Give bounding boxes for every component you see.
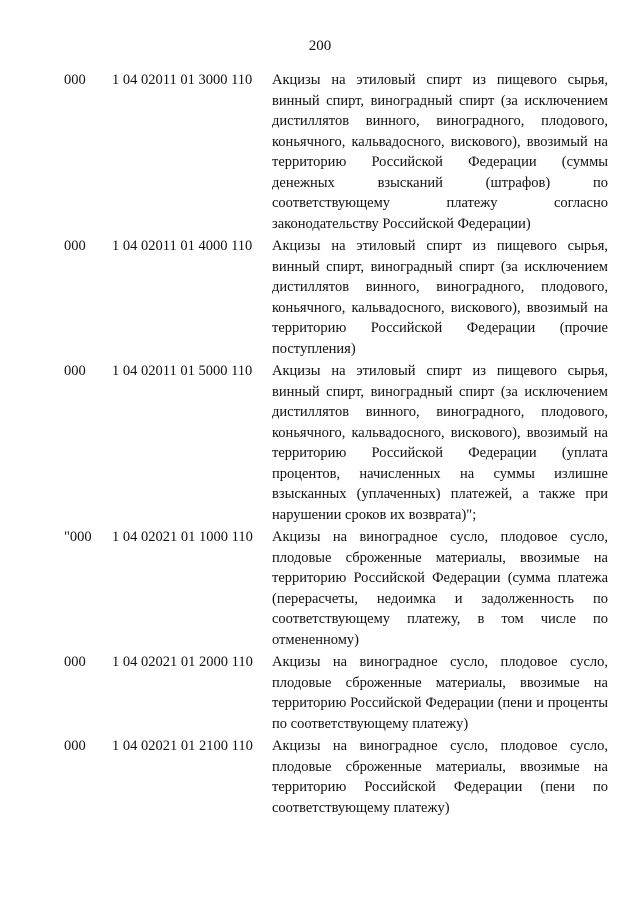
budget-classification-code: 1 04 02021 01 2000 110 xyxy=(112,654,253,670)
table-row xyxy=(0,361,640,525)
revenue-description: Акцизы на этиловый спирт из пищевого сырья, винный спирт, виноградный спирт (за исключением дистиллятов винного, виноградного, плодового, коньячного, кальвадосного, вискового), ввозимый на территорию Российской Федерации (прочие поступления) xyxy=(272,238,608,357)
admin-code: 000 xyxy=(64,654,86,670)
page-number: 200 xyxy=(308,38,332,54)
revenue-description: Акцизы на виноградное сусло, плодовое сусло, плодовые сброженные материалы, ввозимые на территорию Российской Федерации (пени и проценты по соответствующему платежу) xyxy=(272,654,608,732)
budget-code-table xyxy=(0,70,640,820)
budget-classification-code: 1 04 02011 01 5000 110 xyxy=(112,363,253,379)
table-row xyxy=(0,736,640,818)
revenue-description: Акцизы на этиловый спирт из пищевого сырья, винный спирт, виноградный спирт (за исключением дистиллятов винного, виноградного, плодового, коньячного, кальвадосного, вискового), ввозимый на территорию Российской Федерации (суммы денежных взысканий (штрафов) по соответствующему платежу согласно законодательству Российской Федерации) xyxy=(272,72,608,232)
table-row xyxy=(0,70,640,234)
budget-classification-code: 1 04 02011 01 4000 110 xyxy=(112,238,253,254)
budget-classification-code: 1 04 02021 01 1000 110 xyxy=(112,529,253,545)
revenue-description: Акцизы на этиловый спирт из пищевого сырья, винный спирт, виноградный спирт (за исключением дистиллятов винного, виноградного, плодового, коньячного, кальвадосного, вискового), ввозимый на территорию Российской Федерации (уплата процентов, начисленных на суммы излишне взысканных (уплаченных) платежей, а также при нарушении сроков их возврата)"; xyxy=(272,363,608,523)
admin-code: 000 xyxy=(64,738,86,754)
admin-code: 000 xyxy=(64,363,86,379)
admin-code: 000 xyxy=(64,72,86,88)
revenue-description: Акцизы на виноградное сусло, плодовое сусло, плодовые сброженные материалы, ввозимые на территорию Российской Федерации (пени по соответствующему платежу) xyxy=(272,738,608,816)
admin-code: "000 xyxy=(64,529,92,545)
budget-classification-code: 1 04 02021 01 2100 110 xyxy=(112,738,253,754)
table-row xyxy=(0,527,640,650)
admin-code: 000 xyxy=(64,238,86,254)
table-row xyxy=(0,652,640,734)
budget-classification-code: 1 04 02011 01 3000 110 xyxy=(112,72,253,88)
table-row xyxy=(0,236,640,359)
revenue-description: Акцизы на виноградное сусло, плодовое сусло, плодовые сброженные материалы, ввозимые на территорию Российской Федерации (сумма платежа (перерасчеты, недоимка и задолженность по соответствующему платежу, в том числе по отмененному) xyxy=(272,529,608,648)
